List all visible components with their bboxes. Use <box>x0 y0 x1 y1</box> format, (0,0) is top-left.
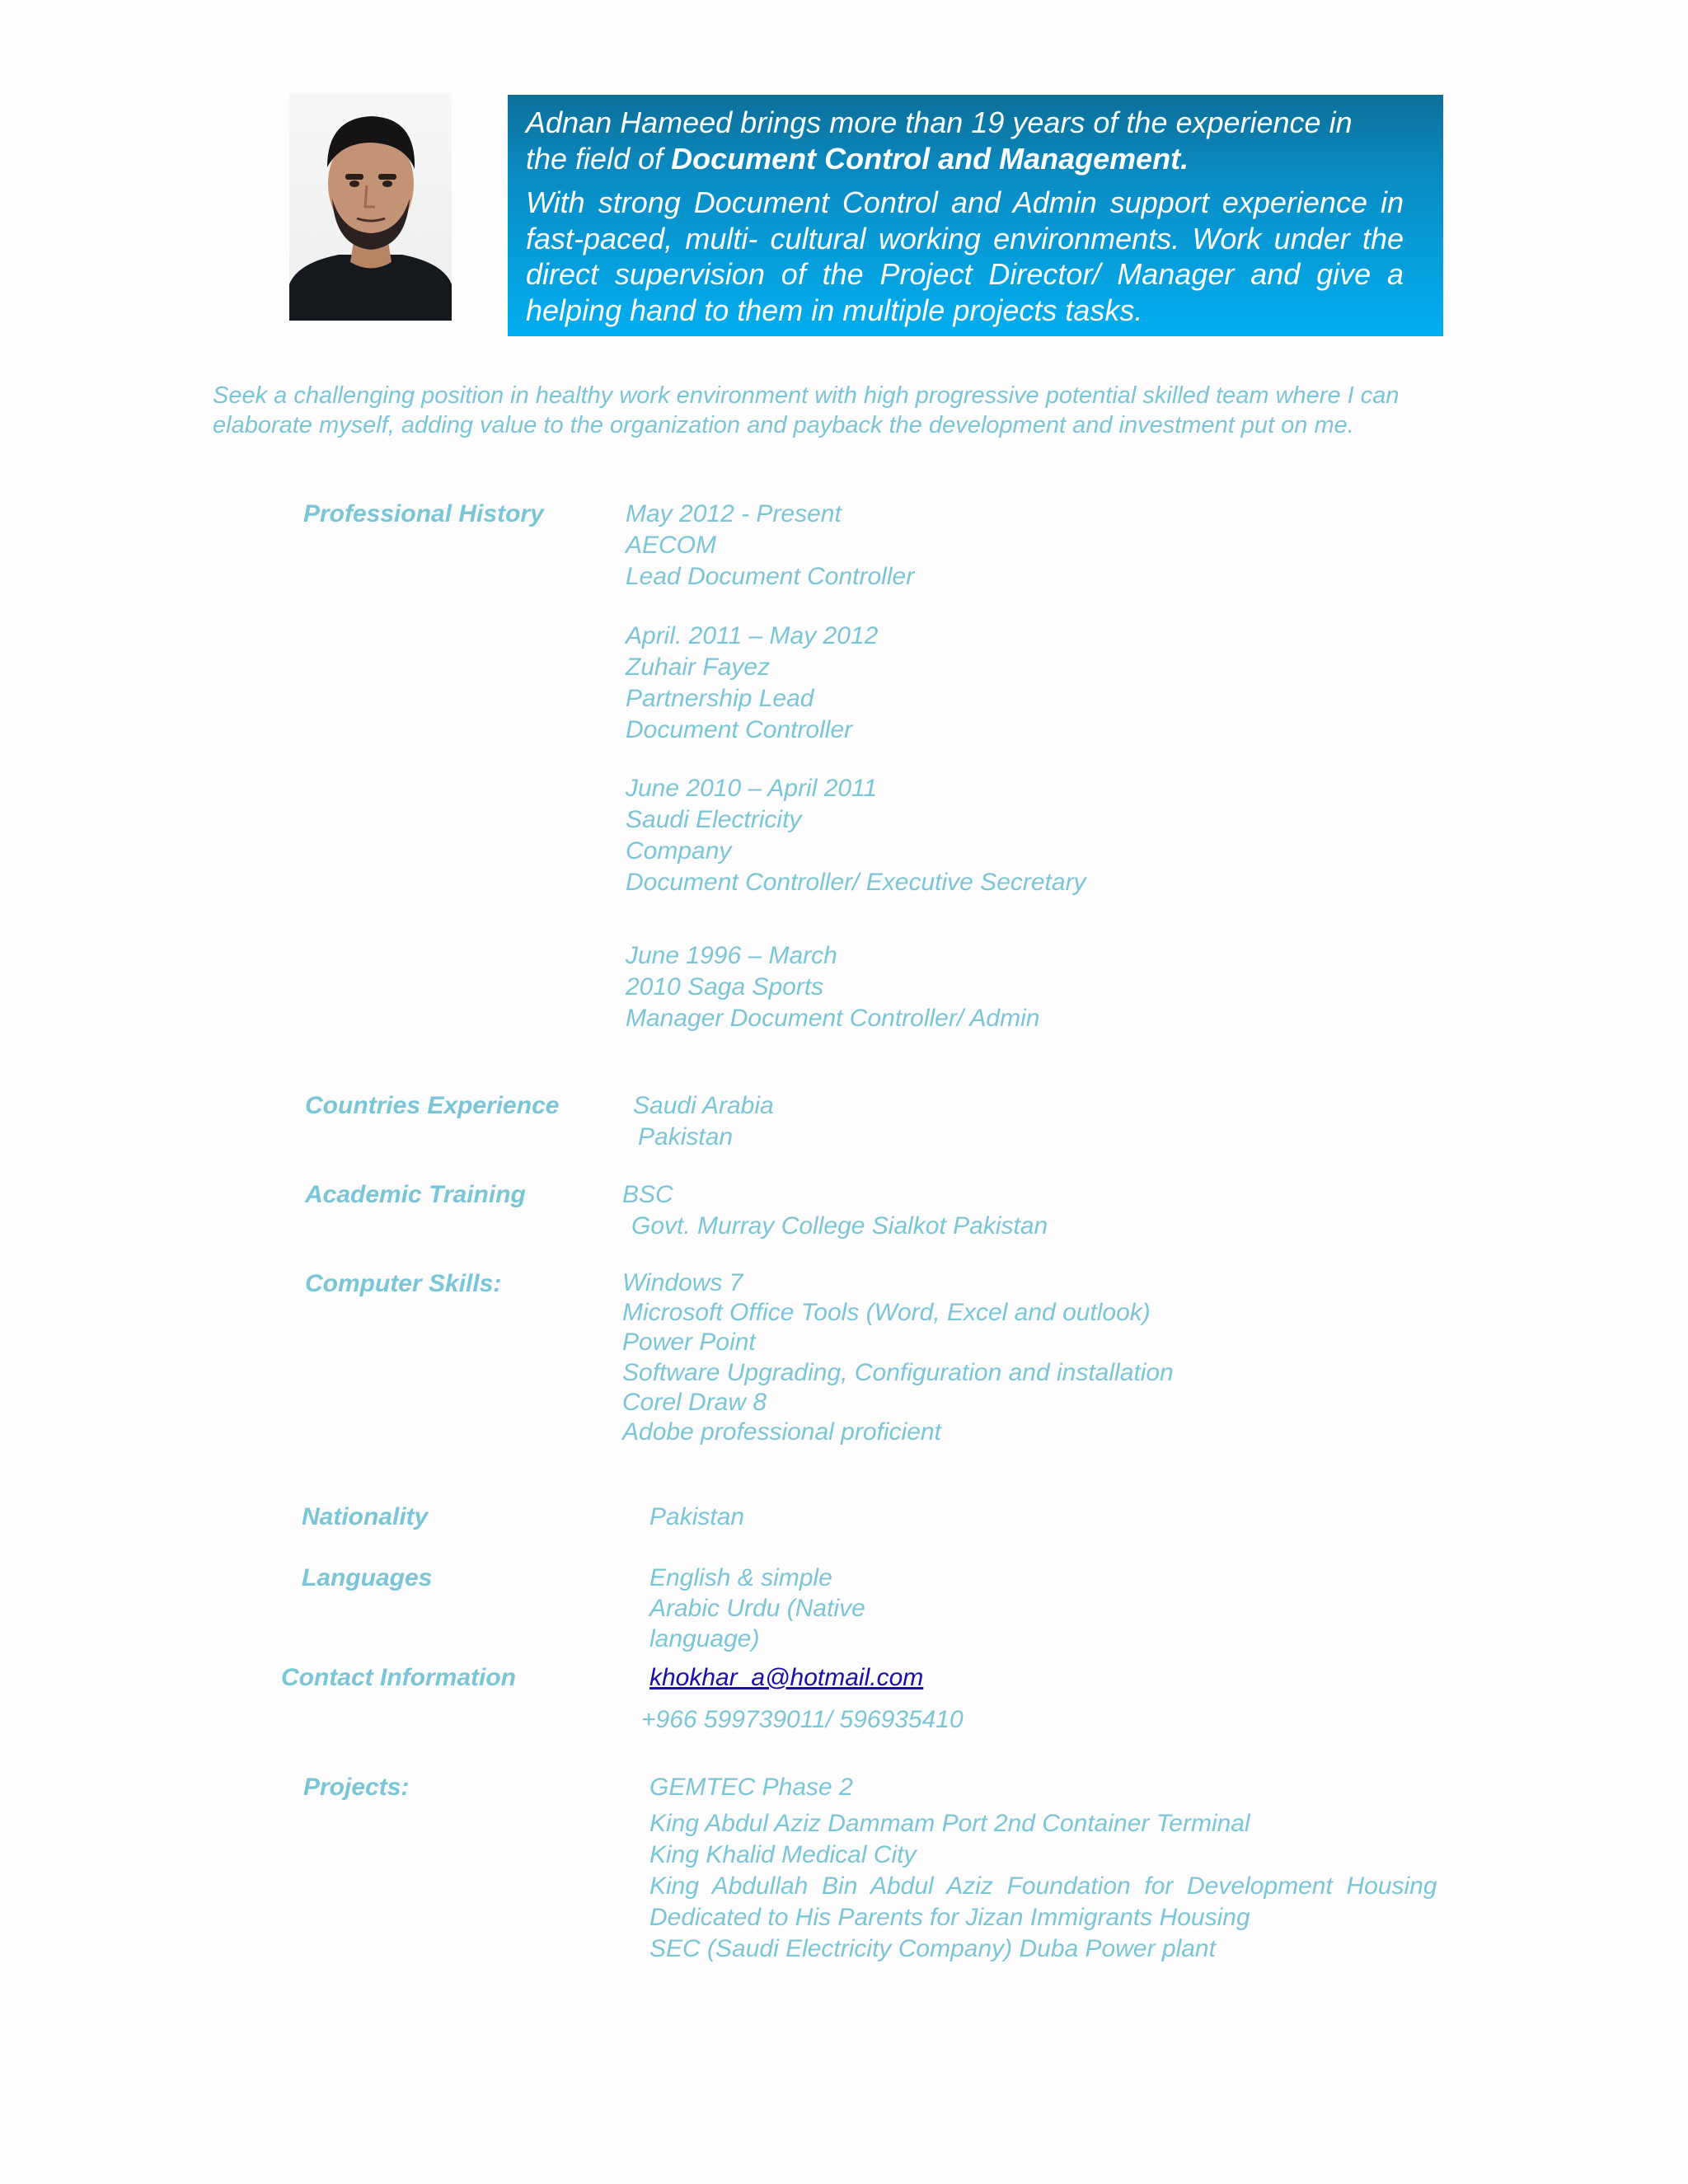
project-item: SEC (Saudi Electricity Company) Duba Power plant <box>649 1935 1216 1962</box>
language-item: Arabic Urdu (Native <box>649 1595 865 1622</box>
history-entry-4-company: 2010 Saga Sports <box>626 973 824 1001</box>
project-item: King Abdul Aziz Dammam Port 2nd Container Terminal <box>649 1810 1250 1837</box>
academic-institution: Govt. Murray College Sialkot Pakistan <box>631 1212 1048 1240</box>
objective-text: Seek a challenging position in healthy work environment with high progressive potential skilled team where I can elaborate myself, adding value to the organization and payback the development and investment put on me. <box>213 382 1400 438</box>
skill-item: Microsoft Office Tools (Word, Excel and outlook) <box>622 1299 1151 1327</box>
nationality-value: Pakistan <box>649 1503 745 1530</box>
history-entry-2-company-cont: Partnership Lead <box>626 685 814 712</box>
history-entry-3-company-cont: Company <box>626 837 732 865</box>
project-item: King Abdullah Bin Abdul Aziz Foundation for Development Housing <box>649 1872 1437 1900</box>
skill-item: Adobe professional proficient <box>622 1418 941 1446</box>
history-entry-3-company: Saudi Electricity <box>626 806 802 833</box>
skill-item: Windows 7 <box>622 1269 743 1296</box>
skill-item: Corel Draw 8 <box>622 1388 767 1416</box>
label-projects: Projects: <box>303 1774 410 1801</box>
label-countries-experience: Countries Experience <box>305 1092 560 1119</box>
email-link[interactable]: khokhar_a@hotmail.com <box>649 1664 924 1691</box>
history-entry-4 <box>626 940 1039 1034</box>
skill-item: Software Upgrading, Configuration and installation <box>622 1358 1174 1386</box>
history-entry-1 <box>626 499 914 593</box>
history-entry-2 <box>626 621 878 746</box>
intro-banner <box>508 95 1443 336</box>
intro-lead-line1: Adnan Hameed brings more than 19 years of the experience in <box>526 105 1353 139</box>
intro-body: With strong Document Control and Admin support experience in fast-paced, multi- cultural working environments. Work under the direct supervision of the Project Director/ Manager and give a helping hand to them in multiple projects tasks. <box>526 185 1404 327</box>
project-item: Dedicated to His Parents for Jizan Immigrants Housing <box>649 1904 1250 1931</box>
academic-degree: BSC <box>622 1181 673 1208</box>
label-professional-history: Professional History <box>303 500 544 527</box>
history-entry-3-dates: June 2010 – April 2011 <box>626 775 878 802</box>
skill-item: Power Point <box>622 1329 756 1357</box>
academic-list <box>622 1179 1048 1242</box>
history-entry-4-role: Manager Document Controller/ Admin <box>626 1005 1040 1032</box>
project-item: GEMTEC Phase 2 <box>649 1774 853 1801</box>
intro-bold-text: Document Control and Management. <box>671 141 1189 176</box>
country-item: Pakistan <box>638 1123 734 1151</box>
history-entry-1-dates: May 2012 - Present <box>626 500 842 527</box>
history-entry-1-role: Lead Document Controller <box>626 563 915 590</box>
languages-list <box>649 1563 865 1654</box>
history-entry-4-dates: June 1996 – March <box>626 942 837 969</box>
history-entry-2-role: Document Controller <box>626 716 853 743</box>
label-languages: Languages <box>302 1564 433 1591</box>
label-nationality: Nationality <box>302 1503 429 1530</box>
language-item: language) <box>649 1625 760 1652</box>
countries-list <box>633 1090 774 1153</box>
country-item: Saudi Arabia <box>633 1092 774 1119</box>
history-entry-2-company: Zuhair Fayez <box>626 654 771 681</box>
history-entry-3 <box>626 773 1086 898</box>
intro-lead <box>526 105 1404 176</box>
profile-photo <box>289 93 452 321</box>
phone-number: +966 599739011/ 596935410 <box>641 1706 964 1733</box>
project-item: King Khalid Medical City <box>649 1841 917 1868</box>
history-entry-2-dates: April. 2011 – May 2012 <box>626 622 879 649</box>
label-computer-skills: Computer Skills: <box>305 1270 502 1297</box>
label-academic-training: Academic Training <box>305 1181 526 1208</box>
projects-list <box>649 1772 1442 1965</box>
history-entry-1-company: AECOM <box>626 532 717 559</box>
history-entry-3-role: Document Controller/ Executive Secretary <box>626 869 1086 896</box>
intro-lead-line2: the field of <box>526 141 672 176</box>
language-item: English & simple <box>649 1564 832 1591</box>
label-contact-information: Contact Information <box>281 1664 516 1691</box>
portrait-illustration <box>289 93 452 321</box>
skills-list <box>622 1268 1174 1447</box>
